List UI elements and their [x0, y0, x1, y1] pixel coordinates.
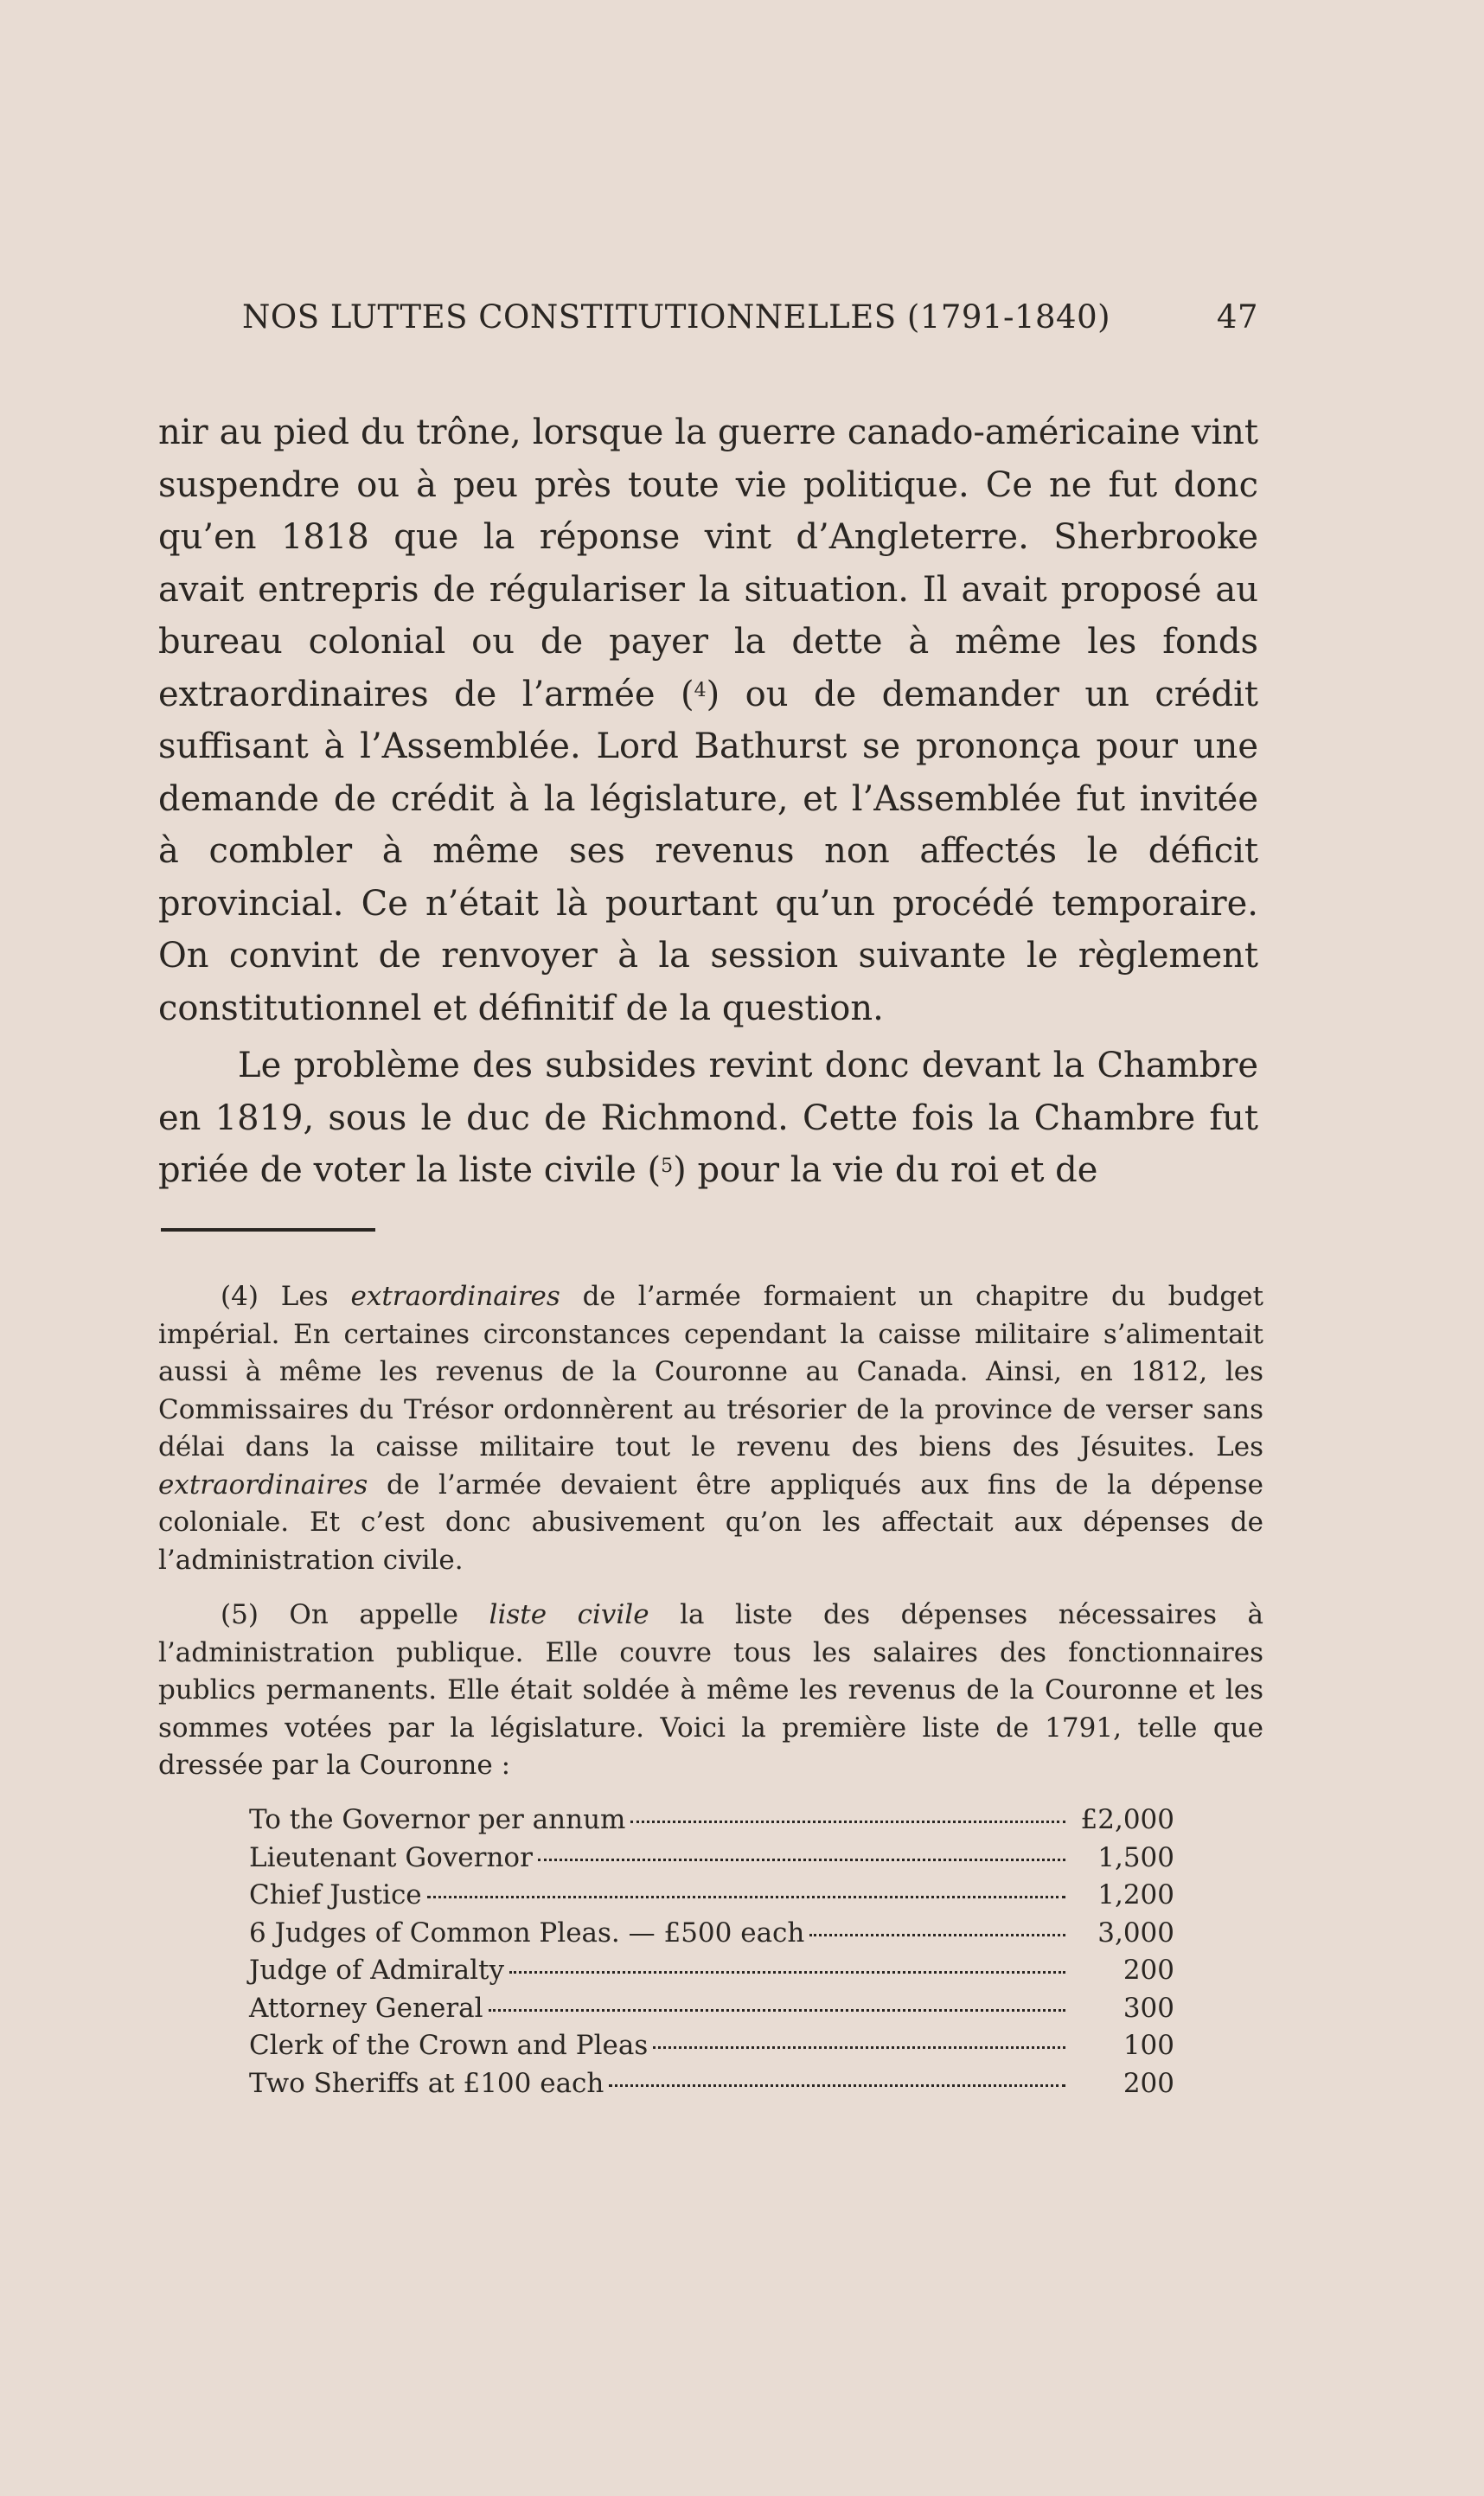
civil-list-row — [249, 1915, 1174, 1953]
civil-list-table — [249, 1802, 1174, 2102]
dot-leader — [509, 1971, 1065, 1974]
footnote-4-emphasis-2: extraordinaires — [158, 1469, 368, 1501]
civil-list-row — [249, 1990, 1174, 2028]
row-label: To the Governor per annum — [249, 1804, 626, 1835]
paragraph-2 — [158, 1040, 1258, 1197]
dot-leader — [653, 2046, 1065, 2049]
footnote-4 — [158, 1278, 1263, 1579]
footnote-ref-5: 5 — [661, 1155, 674, 1177]
row-amount: 1,200 — [1097, 1879, 1174, 1910]
row-amount: 200 — [1123, 1955, 1174, 1986]
row-label: Attorney General — [249, 1992, 483, 2024]
footnote-5-mark: (5) — [221, 1599, 259, 1630]
footnote-4-text-c: de l’armée devaient être appliqués aux fins de la dépense coloniale. Et c’est donc abusivement qu’on les affectait aux dépenses de l’administration civile. — [158, 1469, 1263, 1576]
row-amount: £2,000 — [1080, 1804, 1174, 1835]
dot-leader — [630, 1821, 1065, 1823]
row-label: Lieutenant Governor — [249, 1841, 533, 1873]
footnote-4-text-a: Les — [258, 1281, 351, 1312]
civil-list-row — [249, 1840, 1174, 1878]
dot-leader — [427, 1896, 1065, 1898]
footnote-5-emphasis: liste civile — [489, 1599, 649, 1630]
row-label: Clerk of the Crown and Pleas — [249, 2030, 649, 2061]
row-label: Chief Justice — [249, 1879, 422, 1910]
civil-list-row — [249, 1877, 1174, 1915]
footnote-ref-4: 4 — [694, 679, 707, 701]
running-title: NOS LUTTES CONSTITUTIONNELLES (1791-1840) — [242, 298, 1111, 336]
footnote-separator — [161, 1228, 375, 1232]
footnote-5 — [158, 1597, 1263, 1785]
civil-list-row — [249, 2065, 1174, 2103]
footnote-4-text-b: de l’armée formaient un chapitre du budget impérial. En certaines circonstances cependant la caisse militaire s’alimentait aussi à même les revenus de la Couronne au Canada. Ainsi, en 1812, les Commissaires du Trésor ordonnèrent au trésorier de la province de verser sans délai dans la caisse militaire tout le revenu des biens des Jésuites. Les — [158, 1281, 1263, 1462]
civil-list-row — [249, 2027, 1174, 2065]
page-number: 47 — [1216, 298, 1258, 336]
paragraph-1-part-a: nir au pied du trône, lorsque la guerre canado-américaine vint suspendre ou à peu près toute vie politique. Ce ne fut donc qu’en 1818 que la réponse vint d’Angleterre. Sherbrooke avait entrepris de régulariser la situation. Il avait proposé au bureau colonial ou de payer la dette à même les fonds extraordinaires de l’armée ( — [158, 413, 1258, 714]
main-text — [158, 406, 1258, 1197]
paragraph-2-part-b: ) pour la vie du roi et de — [673, 1150, 1098, 1190]
row-label: 6 Judges of Common Pleas. — £500 each — [249, 1917, 805, 1949]
paragraph-1-part-b: ) ou de demander un crédit suffisant à l’Assemblée. Lord Bathurst se prononça pour une demande de crédit à la législature, et l’Assemblée fut invitée à combler à même ses revenus non affectés le déficit provincial. Ce n’était là pourtant qu’un procédé temporaire. On convint de renvoyer à la session suivante le règlement constitutionnel et définitif de la question. — [158, 674, 1258, 1028]
footnote-4-mark: (4) — [221, 1281, 259, 1312]
dot-leader — [609, 2084, 1065, 2087]
footnote-5-text-a: On appelle — [258, 1599, 489, 1630]
row-amount: 100 — [1123, 2030, 1174, 2061]
running-header — [242, 298, 1258, 336]
footnotes — [158, 1278, 1263, 1785]
row-label: Two Sheriffs at £100 each — [249, 2067, 604, 2099]
row-amount: 200 — [1123, 2067, 1174, 2099]
paragraph-1 — [158, 406, 1258, 1034]
dot-leader — [809, 1934, 1065, 1936]
dot-leader — [538, 1859, 1065, 1861]
paragraph-2-part-a: Le problème des subsides revint donc devant la Chambre en 1819, sous le duc de Richmond. Cette fois la Chambre fut priée de voter la liste civile ( — [158, 1046, 1258, 1190]
civil-list-row — [249, 1952, 1174, 1990]
footnote-4-emphasis-1: extraordinaires — [350, 1281, 560, 1312]
row-amount: 300 — [1123, 1992, 1174, 2024]
row-label: Judge of Admiralty — [249, 1955, 504, 1986]
dot-leader — [489, 2009, 1065, 2012]
row-amount: 1,500 — [1097, 1841, 1174, 1873]
civil-list-row — [249, 1802, 1174, 1840]
row-amount: 3,000 — [1097, 1917, 1174, 1949]
footnote-5-text-b: la liste des dépenses nécessaires à l’administration publique. Elle couvre tous les salaires des fonctionnaires publics permanents. Elle était soldée à même les revenus de la Couronne et les sommes votées par la législature. Voici la première liste de 1791, telle que dressée par la Couronne : — [158, 1599, 1263, 1781]
